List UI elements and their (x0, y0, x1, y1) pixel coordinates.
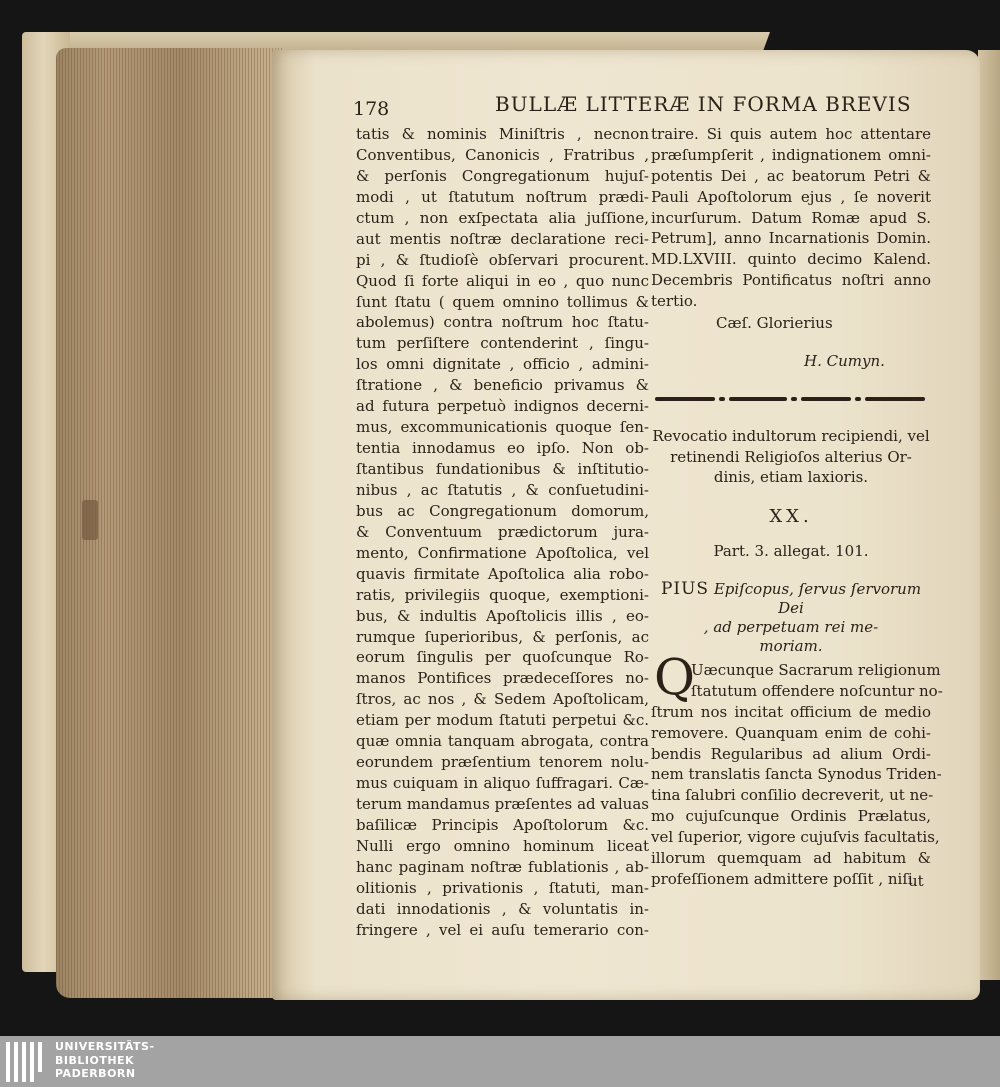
text-line: manos Pontifices prædeceſſores no- (356, 669, 649, 688)
heading-line: retinendi Religioſos alterius Or- (670, 447, 912, 466)
library-name-line: UNIVERSITÄTS- (55, 1040, 155, 1053)
text-line: bendis Regularibus ad alium Ordi- (651, 744, 931, 763)
text-line: dati innodationis , & voluntatis in- (356, 899, 649, 918)
text-line: profeſſionem admittere poſſit , niſi (651, 869, 913, 888)
text-line: MD.LXVIII. quinto decimo Kalend. (651, 250, 931, 269)
text-line: ſtatutum offendere noſcuntur no- (691, 681, 943, 700)
pius-title-line3: moriam. (759, 637, 823, 655)
drop-cap: Q (654, 648, 695, 706)
text-line: olitionis , privationis , ſtatuti, man- (356, 878, 649, 897)
text-line: modi , ut ſtatutum noſtrum prædi- (356, 187, 649, 206)
right-column-top (651, 124, 931, 312)
text-line: mus, excommunicationis quoque ſen- (356, 418, 649, 437)
library-footer-bar (0, 1036, 1000, 1087)
text-line: rumque ſuperioribus, & perſonis, ac (356, 627, 649, 646)
text-line: eorum ſingulis per quoſcunque Ro- (356, 648, 649, 667)
text-line: tatis & nominis Miniſtris , necnon (356, 125, 649, 143)
text-line: præſumpſerit , indignationem omni- (651, 145, 931, 164)
text-line: vel ſuperior, vigore cujuſvis facultatis, (651, 828, 940, 847)
ornamental-rule (655, 397, 925, 402)
section-numeral: XX. (769, 506, 813, 527)
signature-glorierius: Cæſ. Glorierius (716, 314, 833, 332)
body-text (651, 660, 943, 890)
text-line: ſtrum nos incitat officium de medio (651, 702, 931, 721)
text-line: ſtantibus fundationibus & inſtitutio- (356, 460, 649, 478)
text-line: quavis firmitate Apoſtolica alia robo- (356, 564, 649, 583)
signature-cumyn: H. Cumyn. (804, 352, 885, 370)
text-line: fringere , vel ei auſu temerario con- (356, 920, 649, 939)
citation: Part. 3. allegat. 101. (713, 542, 869, 560)
text-line: quæ omnia tanquam abrogata, contra (356, 732, 649, 751)
page-number: 178 (353, 98, 390, 120)
library-name-line: BIBLIOTHEK (55, 1053, 135, 1067)
text-line: mento, Confirmatione Apoſtolica, vel (356, 543, 649, 562)
text-line: hanc paginam noſtræ fublationis , ab- (356, 857, 649, 876)
pius-title-line2: , ad perpetuam rei me- (703, 618, 879, 636)
text-line: tina ſalubri conſilio decreverit, ut ne- (651, 786, 934, 805)
text-line: ſtros, ac nos , & Sedem Apoſtolicam, (356, 690, 649, 709)
library-name (55, 1040, 155, 1081)
text-line: aut mentis noſtræ declaratione reci- (356, 229, 649, 248)
text-line: ſtratione , & beneficio privamus & (356, 376, 649, 395)
text-line: abolemus) contra noſtrum hoc ſtatu- (356, 313, 649, 332)
text-line: ratis, privilegiis quoque, exemptioni- (356, 585, 649, 604)
heading-line: dinis, etiam laxioris. (713, 468, 869, 486)
text-line: removere. Quanquam enim de cohi- (651, 723, 931, 742)
revocation-heading (651, 426, 931, 488)
text-line: los omni dignitate , officio , admini- (356, 355, 649, 374)
running-head: BULLÆ LITTERÆ IN FORMA BREVIS (495, 92, 912, 116)
text-line: eorundem præſentium tenorem nolu- (356, 753, 649, 772)
text-line: incurſurum. Datum Romæ apud S. (651, 208, 931, 227)
page-block-edges (56, 48, 282, 998)
edge-stain (82, 500, 98, 540)
left-column (356, 124, 649, 941)
text-line: Petrum], anno Incarnationis Domin. (651, 229, 931, 248)
text-line: mo cujuſcunque Ordinis Prælatus, (651, 807, 931, 826)
text-line: ad futura perpetuò indignos decerni- (356, 397, 649, 416)
library-name-line: PADERBORN (55, 1067, 136, 1080)
text-line: illorum quemquam ad habitum & (651, 849, 931, 868)
text-line: ctum , non exſpectata alia juſſione, (356, 208, 649, 227)
text-line: Nulli ergo omnino hominum liceat (356, 836, 649, 855)
text-line: & perſonis Congregationum hujuſ- (356, 166, 649, 185)
text-line: Conventibus, Canonicis , Fratribus , (356, 145, 649, 164)
text-line: mus cuiquam in aliquo ſuffragari. Cæ- (356, 774, 649, 793)
text-line: Decembris Pontificatus noſtri anno (651, 271, 931, 290)
text-line: Uæcunque Sacrarum religionum (691, 661, 941, 679)
text-line: bus ac Congregationum domorum, (356, 501, 649, 520)
heading-line: Revocatio indultorum recipiendi, vel (652, 427, 930, 445)
text-line: tertio. (651, 292, 698, 311)
text-line: etiam per modum ſtatuti perpetui &c. (356, 711, 649, 730)
pius-salutation (651, 580, 931, 656)
pius-title: Epiſcopus, ſervus ſervorum Dei (713, 580, 922, 617)
text-line: potentis Dei , ac beatorum Petri & (651, 166, 931, 185)
facing-page-edge (978, 50, 1000, 980)
text-line: terum mandamus præſentes ad valuas (356, 795, 649, 813)
text-line: ſunt ſtatu ( quem omnino tollimus & (356, 292, 649, 311)
text-line: nem translatis ſancta Synodus Triden- (651, 765, 942, 784)
text-line: bus, & indultis Apoſtolicis illis , eo- (356, 606, 649, 625)
text-line: pi , & ſtudioſè obſervari procurent. (356, 250, 649, 269)
library-logo-icon (6, 1042, 48, 1082)
text-line: Quod ſi forte aliqui in eo , quo nunc (356, 271, 649, 290)
text-line: Pauli Apoſtolorum ejus , ſe noverit (651, 187, 931, 206)
text-line: nibus , ac ſtatutis , & conſuetudini- (356, 480, 649, 499)
text-line: & Conventuum prædictorum jura- (356, 522, 649, 541)
pius-name: PIUS (660, 579, 710, 599)
text-line: tentia innodamus eo ipſo. Non ob- (356, 439, 649, 458)
text-line: baſilicæ Principis Apoſtolorum &c. (356, 815, 649, 834)
text-line: traire. Si quis autem hoc attentare (651, 125, 931, 143)
text-line: tum perſiſtere contenderint , ſingu- (356, 334, 649, 353)
catchword: ut (908, 872, 924, 890)
